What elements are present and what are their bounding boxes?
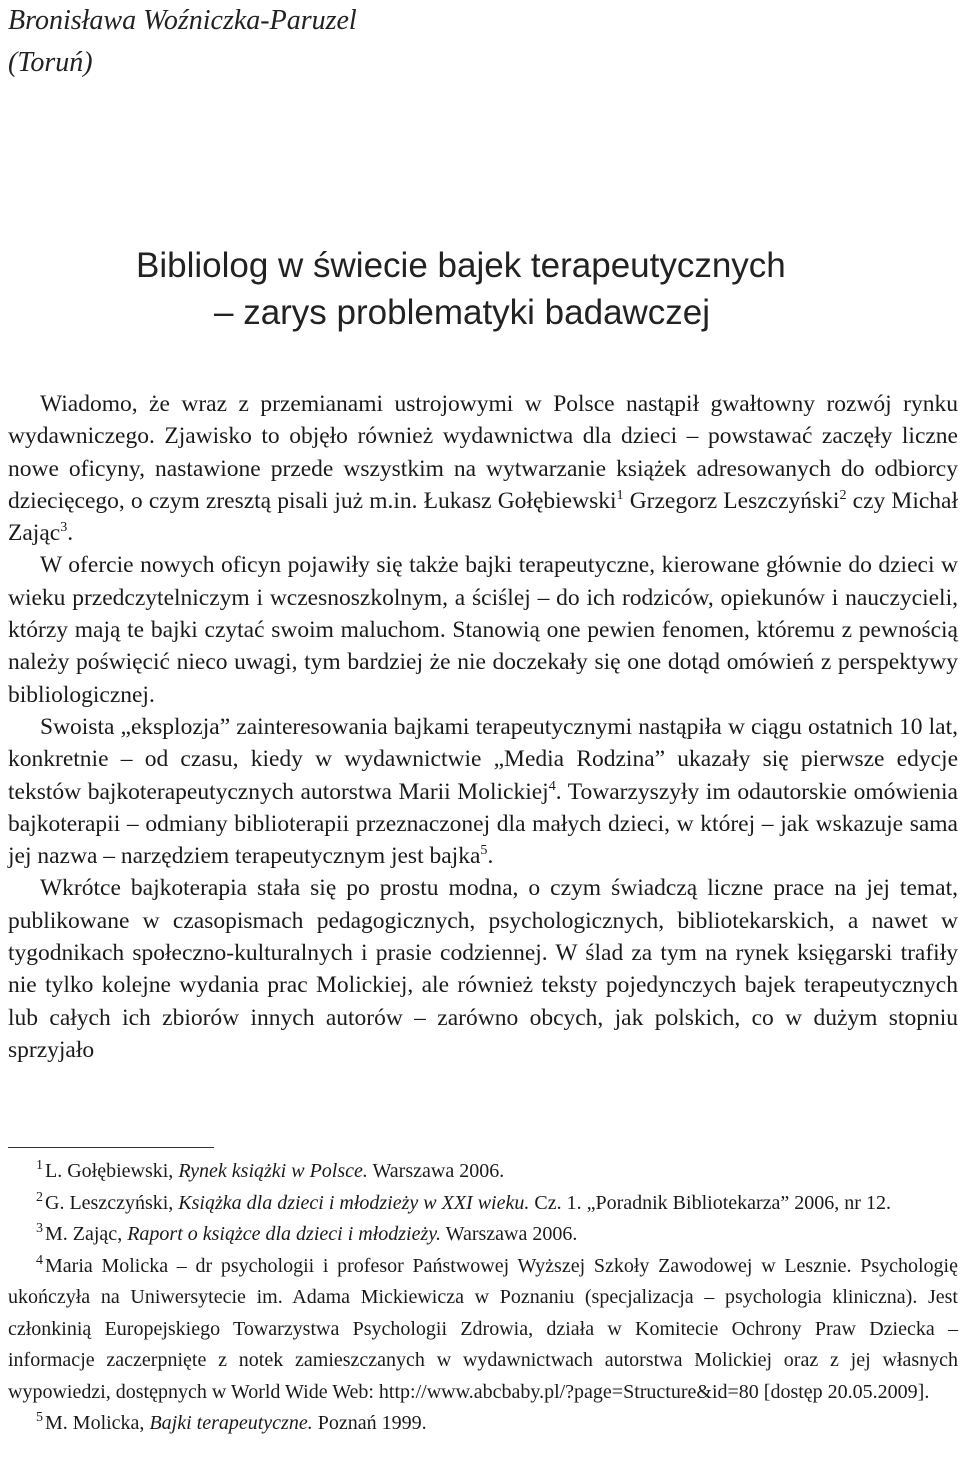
footnote-number: 4 xyxy=(36,1252,43,1268)
footnote-number: 2 xyxy=(36,1189,43,1205)
footnote-4 xyxy=(8,1251,958,1409)
article-body xyxy=(8,388,958,1066)
footnote-title: Raport o książce dla dzieci i młodzieży. xyxy=(127,1223,442,1245)
paragraph-text: Wiadomo, że wraz z przemianami ustrojowymi w Polsce nastąpił gwałtowny rozwój rynku wydawniczego. Zjawisko to objęło również wydawnictwa dla dzieci – powstawać zaczęły liczne nowe oficyny, nastawione przede wszystkim na wytwarzanie książek adresowanych do odbiorcy dziecięcego, o czym zresztą pisali już m.in. Łukasz Gołębiewski xyxy=(8,391,958,514)
footnote-number: 3 xyxy=(36,1221,43,1237)
footnote-ref[interactable]: 2 xyxy=(839,487,847,504)
paragraph-text: . xyxy=(487,843,494,870)
article-title xyxy=(0,242,960,336)
footnote-1 xyxy=(8,1156,958,1188)
footnote-title: Książka dla dzieci i młodzieży w XXI wieku. xyxy=(178,1191,530,1214)
footnote-text: Maria Molicka – dr psychologii i profesor Państwowej Wyższej Szkoły Zawodowej w Lesznie. Psychologię ukończyła na Uniwersytecie im. Adama Mickiewicza w Poznaniu (specjalizacja – psychologia kliniczna). Jest członkinią Europejskiego Towarzystwa Psychologii Zdrowia, działa w Komitecie Ochrony Praw Dziecka – informacje zaczerpnięte z notek zamieszczanych w wydawnictwach autorstwa Molickiej oraz z jej własnych wypowiedzi, dostępnych w World Wide Web: http://www.abcbaby.pl/?page=Structure&id=80 [dostęp 20.05.2009]. xyxy=(8,1254,958,1403)
footnote-ref[interactable]: 4 xyxy=(548,777,556,794)
footnote-text: M. Zając, xyxy=(45,1223,128,1245)
footnote-text: Warszawa 2006. xyxy=(441,1223,578,1245)
footnote-divider xyxy=(8,1147,214,1148)
footnote-text: L. Gołębiewski, xyxy=(45,1160,179,1182)
footnote-number: 1 xyxy=(36,1158,43,1174)
paragraph-text: . Towarzyszyły im odautorskie omówienia bajkoterapii – odmiany biblioterapii przeznaczonej dla małych dzieci, w której – jak wskazuje sama jej nazwa – narzędziem terapeutycznym jest bajka xyxy=(8,778,958,870)
footnote-title: Rynek książki w Polsce. xyxy=(178,1160,368,1182)
paragraph-text: Swoista „eksplozja” zainteresowania bajkami terapeutycznymi nastąpiła w ciągu ostatnich 10 lat, konkretnie – od czasu, kiedy w wydawnictwie „Media Rodzina” ukazały się pierwsze edycje tekstów bajkoterapeutycznych autorstwa Marii Molickiej xyxy=(8,713,958,805)
paragraph-text: . xyxy=(67,520,74,547)
footnote-ref[interactable]: 5 xyxy=(480,842,488,859)
footnote-text: Poznań 1999. xyxy=(312,1412,427,1434)
footnote-text: M. Molicka, xyxy=(45,1412,150,1434)
footnote-5 xyxy=(8,1408,958,1440)
paragraph-text: czy Michał Zając xyxy=(8,487,958,547)
paragraph-3 xyxy=(8,711,958,872)
paragraph-2: W ofercie nowych oficyn pojawiły się także bajki terapeutyczne, kierowane głównie do dzieci w wieku przedczytelniczym i wczesnoszkolnym, a ściślej – do ich rodziców, opiekunów i nauczycieli, którzy mają te bajki czytać swoim maluchom. Stanowią one pewien fenomen, któremu z pewnością należy poświęcić nieco uwagi, tym bardziej że nie doczekały się one dotąd omówień z perspektywy bibliologicznej. xyxy=(8,552,958,708)
footnote-title: Bajki terapeutyczne. xyxy=(149,1412,313,1434)
paragraph-text: Grzegorz Leszczyński xyxy=(623,487,840,514)
author-name: Bronisława Woźniczka-Paruzel xyxy=(8,5,357,36)
title-line-2: – zarys problematyki badawczej xyxy=(214,293,711,332)
footnote-3 xyxy=(8,1219,958,1251)
footnote-text: Warszawa 2006. xyxy=(367,1160,505,1182)
title-line-1: Bibliolog w świecie bajek terapeutycznych xyxy=(136,246,786,285)
paragraph-1 xyxy=(8,388,958,549)
footnote-ref[interactable]: 3 xyxy=(60,519,68,536)
paragraph-4: Wkrótce bajkoterapia stała się po prostu modna, o czym świadczą liczne prace na jej temat, publikowane w czasopismach pedagogicznych, psychologicznych, bibliotekarskich, a nawet w tygodnikach społeczno-kulturalnych i prasie codziennej. W ślad za tym na rynek księgarski trafiły nie tylko kolejne wydania prac Molickiej, ale również teksty pojedynczych bajek terapeutycznych lub całych ich zbiorów innych autorów – zarówno obcych, jak polskich, co w dużym stopniu sprzyjało xyxy=(8,875,958,1063)
author-affiliation: (Toruń) xyxy=(8,47,93,78)
footnote-2 xyxy=(8,1188,958,1220)
footnote-text: Cz. 1. „Poradnik Bibliotekarza” 2006, nr 12. xyxy=(529,1191,891,1214)
author-block xyxy=(8,0,357,84)
footnote-ref[interactable]: 1 xyxy=(616,487,624,504)
footnote-text: G. Leszczyński, xyxy=(45,1191,179,1214)
footnotes xyxy=(8,1156,958,1440)
footnote-number: 5 xyxy=(36,1410,43,1426)
